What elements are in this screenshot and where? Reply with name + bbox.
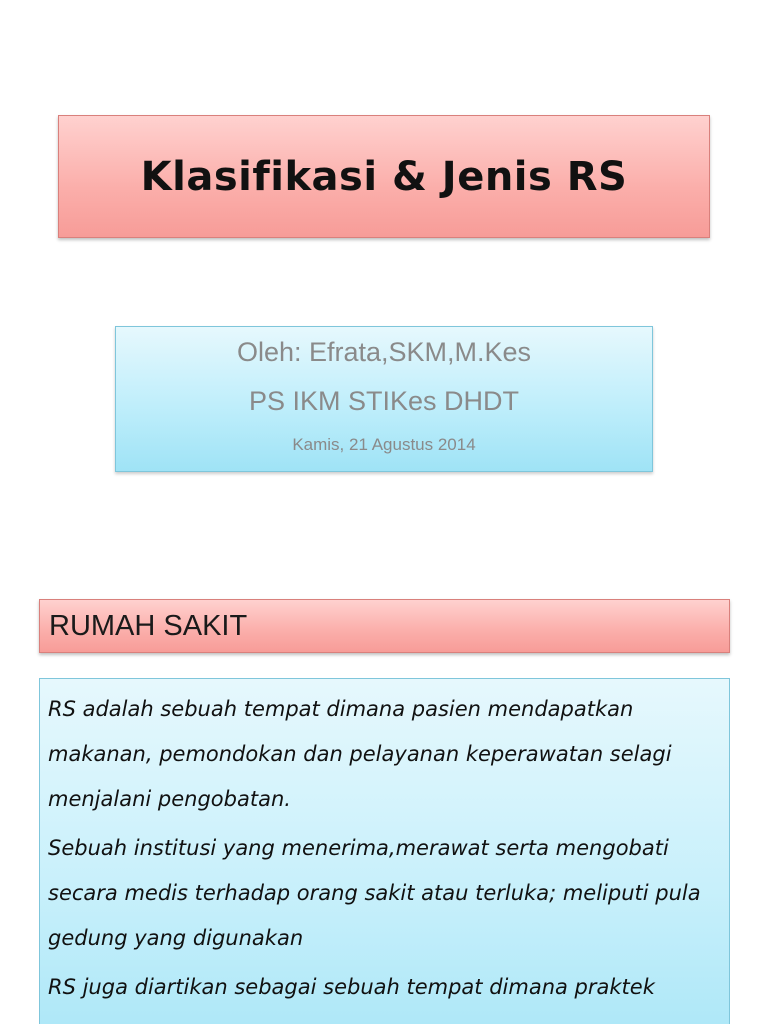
body-box xyxy=(39,678,730,1024)
slide-title: Klasifikasi & Jenis RS xyxy=(140,153,628,200)
title-box xyxy=(58,115,710,238)
institution-line: PS IKM STIKes DHDT xyxy=(248,386,520,416)
paragraph-1: RS adalah sebuah tempat dimana pasien mendapatkan makanan, pemondokan dan pelayanan keperawatan selagi menjalani pengobatan. xyxy=(48,697,672,811)
date-line: Kamis, 21 Agustus 2014 xyxy=(292,435,476,454)
heading-box xyxy=(39,599,730,653)
subtitle-box xyxy=(115,326,653,472)
author-line: Oleh: Efrata,SKM,M.Kes xyxy=(236,337,532,367)
slide-heading: RUMAH SAKIT xyxy=(49,609,248,642)
paragraph-3: RS juga diartikan sebagai sebuah tempat dimana praktek xyxy=(48,975,655,999)
paragraph-2: Sebuah institusi yang menerima,merawat serta mengobati secara medis terhadap orang sakit atau terluka; meliputi pula gedung yang digunakan xyxy=(48,836,701,950)
content-slide xyxy=(0,560,768,1024)
